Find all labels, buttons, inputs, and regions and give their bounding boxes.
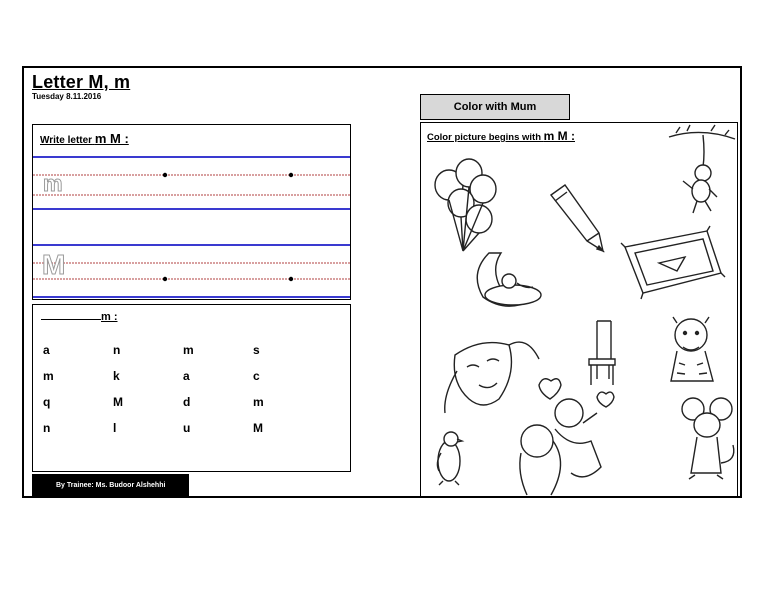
chair-picture[interactable] [589,321,615,385]
letter-cell[interactable]: s [253,343,260,357]
letter-cell[interactable]: M [113,395,123,409]
mother-and-child-picture[interactable] [520,379,614,495]
letter-cell[interactable]: m [183,343,194,357]
page-date: Tuesday 8.11.2016 [32,92,102,101]
tiger-picture[interactable] [671,317,713,381]
page-title: Letter M, m [32,72,131,92]
find-letter-target: m : [101,311,118,323]
pencil-picture[interactable] [551,185,603,251]
letter-cell[interactable]: l [113,421,117,435]
color-picture-text: Color picture begins with [427,132,542,143]
letter-cell[interactable]: n [43,421,51,435]
letter-cell[interactable]: k [113,369,120,383]
find-letter-box [32,304,351,472]
letter-cell[interactable]: c [253,369,260,383]
letter-cell[interactable]: a [43,343,50,357]
magic-carpet-picture[interactable] [621,226,725,299]
letter-cell[interactable]: d [183,395,191,409]
start-dot [289,277,293,281]
balloons-picture[interactable] [435,159,496,251]
letter-cell[interactable]: m [43,369,54,383]
write-letter-text: Write letter [40,135,93,146]
letter-grid [43,343,303,447]
trainee-credit: By Trainee: Ms. Budoor Alshehhi [32,474,189,497]
color-picture-letters: m M : [543,129,575,143]
monkey-picture[interactable] [669,125,735,213]
mask-picture[interactable] [445,342,539,413]
write-letter-letters: m M : [94,131,129,146]
letter-cell[interactable]: m [253,395,264,409]
find-letter-label [41,311,118,323]
letter-cell[interactable]: M [253,421,263,435]
trace-upper-M: M [42,249,66,280]
pictures-canvas [421,123,738,498]
start-dot [289,173,293,177]
penguin-picture[interactable] [437,432,462,485]
letter-cell[interactable]: n [113,343,121,357]
start-dot [163,173,167,177]
color-with-mum-button[interactable]: Color with Mum [420,94,570,120]
worksheet [22,66,742,498]
mouse-picture[interactable] [682,398,734,479]
tracing-lines [33,125,351,300]
letter-cell[interactable]: a [183,369,190,383]
write-letter-box [32,124,351,300]
letter-cell[interactable]: q [43,395,51,409]
moon-picture[interactable] [477,253,541,306]
start-dot [163,277,167,281]
trace-lower-m: m [43,171,63,196]
color-picture-box [420,122,738,498]
letter-cell[interactable]: u [183,421,191,435]
